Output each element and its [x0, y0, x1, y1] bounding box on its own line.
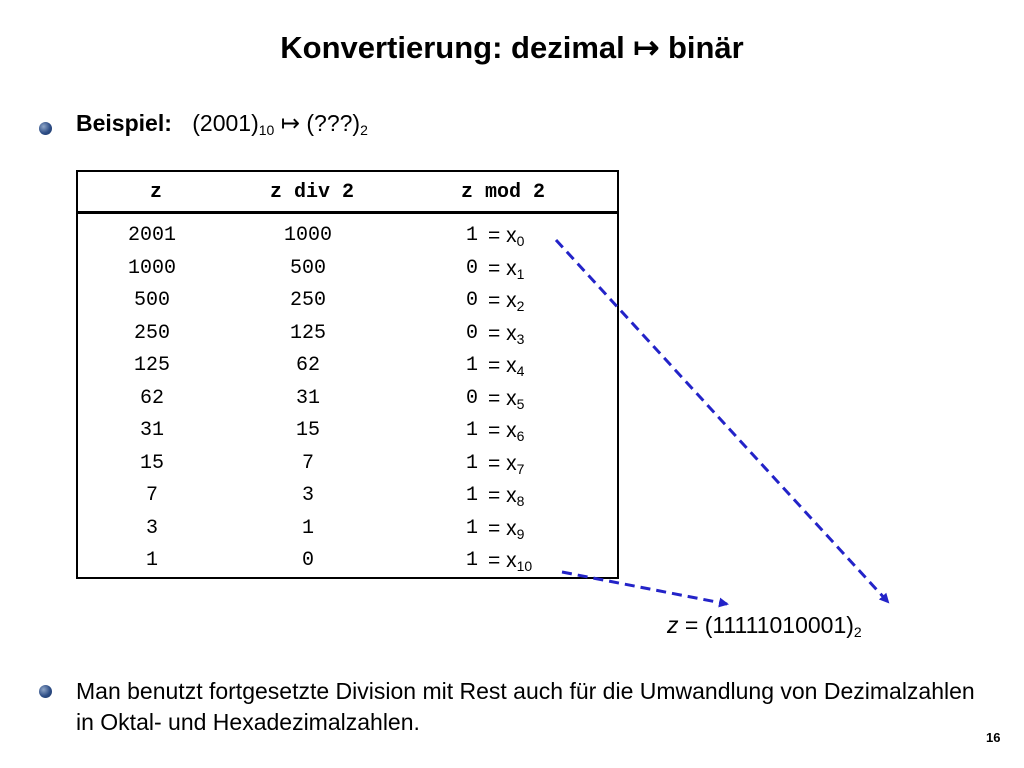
digit-name: x: [506, 484, 517, 507]
digit-name: x: [506, 386, 517, 410]
cell-div: 15: [295, 419, 320, 442]
digit-index: 6: [516, 428, 525, 444]
cell-mod: 0: [465, 321, 478, 345]
cell-mod: 1: [465, 451, 478, 475]
cell-z: 2001: [127, 224, 176, 247]
cell-mod: 1: [465, 354, 478, 377]
digit-name: x: [506, 256, 517, 280]
digit-name: x: [506, 354, 517, 377]
digit-name: x: [506, 224, 517, 247]
cell-z: 1000: [127, 256, 176, 280]
cell-div: 0: [301, 549, 314, 572]
digit-index: 5: [516, 395, 525, 412]
cell-mod: 1: [465, 224, 478, 247]
result-base: 2: [853, 624, 862, 640]
digit-name: x: [506, 549, 517, 572]
cell-mod: 0: [465, 256, 478, 280]
cell-div: 7: [301, 451, 314, 475]
cell-div: 250: [289, 289, 326, 312]
cell-mod: 1: [465, 484, 478, 507]
cell-digit: = $x_5$: [488, 386, 525, 412]
digit-index: 2: [516, 298, 525, 314]
result-variable: z: [667, 612, 679, 638]
header-z-mod-2: z mod 2: [460, 181, 545, 204]
cell-digit: = $x_9$: [488, 516, 525, 542]
cell-digit: = $x_2$: [488, 289, 525, 314]
cell-z: 7: [145, 484, 158, 507]
cell-z: 250: [133, 321, 170, 345]
cell-div: 500: [289, 256, 326, 280]
digit-name: x: [506, 321, 517, 345]
digit-index: 0: [516, 233, 525, 249]
header-z: z: [149, 181, 162, 204]
result-equals: =: [684, 612, 699, 638]
example-lhs-base: 10: [258, 122, 275, 138]
cell-div: 1: [301, 516, 314, 540]
cell-digit: = $x_6$: [488, 419, 525, 444]
example-lhs: (2001): [192, 110, 259, 136]
digit-name: x: [506, 516, 517, 540]
cell-digit: = $x_0$: [488, 224, 525, 249]
cell-digit: = $x_3$: [488, 321, 525, 347]
digit-index: 7: [516, 460, 525, 477]
cell-z: 1: [145, 549, 158, 572]
digit-name: x: [506, 289, 517, 312]
cell-div: 1000: [283, 224, 332, 247]
cell-digit: = $x_1$: [488, 256, 525, 282]
cell-digit: = $x_{10}$: [488, 549, 533, 574]
cell-mod: 0: [465, 386, 478, 410]
cell-div: 31: [295, 386, 320, 410]
digit-index: 9: [516, 525, 525, 542]
cell-mod: 0: [465, 289, 478, 312]
digit-name: x: [506, 451, 517, 475]
cell-div: 62: [295, 354, 320, 377]
maps-to-arrow: ↦: [280, 110, 300, 136]
digit-index: 3: [516, 330, 525, 347]
cell-z: 125: [133, 354, 170, 377]
msb-arrow: [556, 240, 888, 602]
cell-z: 3: [145, 516, 158, 540]
example-rhs-base: 2: [360, 122, 368, 138]
digit-index: 8: [516, 493, 525, 509]
page-number: 16: [986, 730, 1001, 745]
cell-div: 3: [301, 484, 314, 507]
digit-name: x: [506, 419, 517, 442]
cell-digit: = $x_4$: [488, 354, 525, 379]
lsb-arrow: [562, 572, 727, 604]
explanation-paragraph: Man benutzt fortgesetzte Division mit Rest auch für die Umwandlung von Dezimalzahlen in Oktal- und Hexadezimalzahlen.: [76, 678, 975, 735]
cell-digit: = $x_8$: [488, 484, 525, 509]
result-value: (11111010001): [704, 612, 854, 638]
cell-z: 31: [139, 419, 164, 442]
cell-mod: 1: [465, 419, 478, 442]
digit-index: 4: [516, 363, 525, 379]
cell-z: 62: [139, 386, 164, 410]
cell-mod: 1: [465, 516, 478, 540]
cell-div: 125: [289, 321, 326, 345]
slide-title: Konvertierung: dezimal ↦ binär: [280, 30, 744, 65]
cell-z: 15: [139, 451, 164, 475]
example-rhs: (???): [306, 110, 361, 136]
cell-digit: = $x_7$: [488, 451, 525, 477]
cell-mod: 1: [465, 549, 478, 572]
digit-index: 10: [516, 558, 533, 574]
header-z-div-2: z div 2: [269, 181, 354, 204]
digit-index: 1: [516, 265, 525, 282]
cell-z: 500: [133, 289, 170, 312]
example-label: Beispiel:: [76, 110, 172, 136]
